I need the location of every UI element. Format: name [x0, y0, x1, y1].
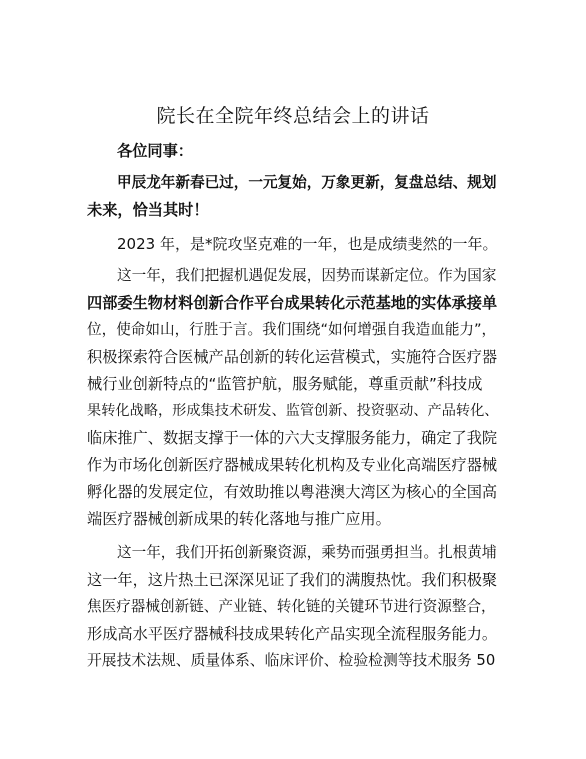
paragraph-line: 端医疗器械创新成果的转化落地与推广应用。 — [87, 510, 391, 528]
paragraph-line: 临床推广、数据支撑于一体的六大支撑服务能力，确定了我院 — [87, 429, 498, 447]
paragraph-line: 未来，恰当其时！ — [87, 201, 209, 219]
paragraph-line: 积极探索符合医械产品创新的转化运营模式，实施符合医疗器 — [87, 348, 498, 366]
paragraph-line: 这一年，这片热土已深深见证了我们的满腹热忱。我们积极聚 — [87, 571, 498, 589]
paragraph-line: 开展技术法规、质量体系、临床评价、检验检测等技术服务 50 — [87, 652, 496, 669]
paragraph-line: 作为市场化创新医疗器械成果转化机构及专业化高端医疗器械 — [87, 456, 498, 474]
paragraph-line: 位，使命如山，行胜于言。我们围绕“如何增强自我造血能力”， — [87, 321, 497, 338]
paragraph-line: 形成高水平医疗器械科技成果转化产品实现全流程服务能力。 — [87, 625, 498, 643]
paragraph-line: 果转化战略，形成集技术研发、监管创新、投资驱动、产品转化、 — [87, 403, 499, 419]
paragraph-line: 甲辰龙年新春已过，一元复始，万象更新，复盘总结、规划 — [117, 174, 497, 191]
paragraph-line: 四部委生物材料创新合作平台成果转化示范基地的实体承接单 — [87, 294, 498, 312]
salutation: 各位同事： — [117, 142, 193, 160]
paragraph-line: 2023 年，是*院攻坚克难的一年，也是成绩斐然的一年。 — [117, 235, 498, 253]
document-title: 院长在全院年终总结会上的讲话 — [156, 105, 430, 127]
paragraph-line: 孵化器的发展定位，有效助推以粤港澳大湾区为核心的全国高 — [87, 483, 498, 501]
paragraph-line: 这一年，我们把握机遇促发展，因势而谋新定位。作为国家 — [117, 267, 497, 284]
paragraph-line: 这一年，我们开拓创新聚资源，乘势而强勇担当。扎根黄埔 — [117, 544, 497, 561]
paragraph-line: 械行业创新特点的“监管护航，服务赋能，尊重贡献”科技成 — [87, 375, 483, 393]
paragraph-line: 焦医疗器械创新链、产业链、转化链的关键环节进行资源整合， — [87, 598, 496, 615]
